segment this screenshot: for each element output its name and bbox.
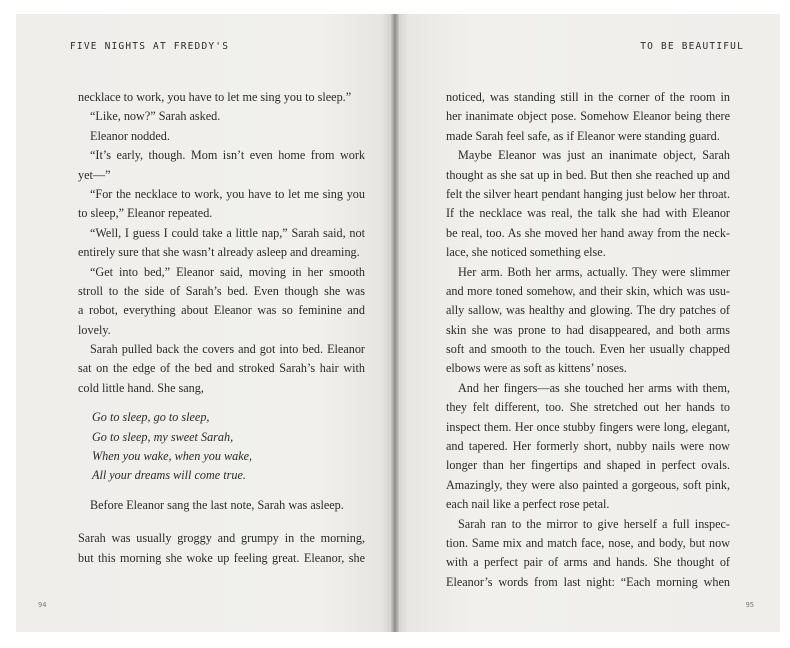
poem-line: Go to sleep, my sweet Sarah, <box>92 429 234 444</box>
text-line: Maybe Eleanor was just an inanimate object, Sarah <box>458 148 730 163</box>
text-line: be real, too. As she moved her hand away from the neck- <box>446 225 730 240</box>
text-line: lace, she noticed something else. <box>446 245 606 260</box>
text-line: inspect them. Her once stubby fingers were long, elegant, <box>446 419 730 434</box>
text-line: soft and smooth to the touch. Even her usually chapped <box>446 342 730 357</box>
text-line: stroll to the side of Sarah’s bed. Even though she was <box>78 283 365 298</box>
text-line: Amazingly, they were also painted a gorgeous, soft pink, <box>446 477 730 492</box>
stanza-gap <box>78 398 365 408</box>
text-line: but this morning she woke up feeling great. Eleanor, she <box>78 550 365 565</box>
text-line: necklace to work, you have to let me sing you to sleep.” <box>78 90 352 104</box>
poem-line: When you wake, when you wake, <box>92 449 253 464</box>
text-line: elbows were as soft as kittens’ noses. <box>446 361 627 376</box>
text-line: noticed, was standing still in the corner of the room in <box>446 90 730 104</box>
text-line: ally sallow, was healthy and glowing. The dry patches of <box>446 303 730 318</box>
stanza-gap <box>78 486 365 496</box>
text-line: felt the silver heart pendant hanging just below her throat. <box>446 186 730 201</box>
book-spread <box>16 14 780 632</box>
text-line: her inanimate object pose. Somehow Eleanor being there <box>446 109 730 124</box>
running-head-right: TO BE BEAUTIFUL <box>640 41 744 52</box>
page-number-left: 94 <box>38 601 47 609</box>
text-line: skin she was prone to had disappeared, and both arms <box>446 322 730 337</box>
right-page <box>397 14 780 632</box>
text-line: thought as she sat up in bed. But then she reached up and <box>446 167 730 182</box>
text-line: with a perfect pair of arms and hands. She thought of <box>446 555 730 570</box>
text-line: yet—” <box>78 167 111 182</box>
text-line: Eleanor’s words from last night: “Each morning when <box>446 574 730 589</box>
text-line: and tapered. Her formerly short, nubby nails were now <box>446 439 730 454</box>
text-line: made Sarah feel safe, as if Eleanor were standing guard. <box>446 128 720 143</box>
text-line: And her fingers—as she touched her arms with them, <box>458 380 730 395</box>
text-line: sat on the edge of the bed and stroked Sarah’s hair with <box>78 361 365 376</box>
text-line: Her arm. Both her arms, actually. They were slimmer <box>458 264 730 279</box>
section-break <box>78 515 365 529</box>
text-line: “For the necklace to work, you have to let me sing you <box>90 186 365 201</box>
text-line: lovely. <box>78 322 111 337</box>
text-line: tion. Same mix and match face, nose, and body, but now <box>446 535 730 550</box>
text-line: Sarah was usually groggy and grumpy in the morning, <box>78 531 365 546</box>
text-line: Sarah ran to the mirror to give herself a full inspec- <box>458 516 730 531</box>
text-line: Before Eleanor sang the last note, Sarah was asleep. <box>90 497 344 512</box>
text-line: “Like, now?” Sarah asked. <box>90 109 221 124</box>
running-head-left: FIVE NIGHTS AT FREDDY'S <box>70 41 230 52</box>
poem-line: Go to sleep, go to sleep, <box>92 410 210 425</box>
text-line: Eleanor nodded. <box>90 128 170 143</box>
text-line: they felt different, too. She stretched out her hands to <box>446 400 730 415</box>
left-page-text <box>78 88 365 568</box>
left-page <box>16 14 393 632</box>
text-line: to sleep,” Eleanor repeated. <box>78 206 213 221</box>
text-line: “Get into bed,” Eleanor said, moving in her smooth <box>90 264 365 279</box>
text-line: “Well, I guess I could take a little nap,” Sarah said, not <box>90 225 365 240</box>
text-line: longer than her fingertips and shaped in perfect ovals. <box>446 458 730 473</box>
text-line: a robot, everything about Eleanor was so feminine and <box>78 303 365 318</box>
text-line: entirely sure that she wasn’t already asleep and dreaming. <box>78 245 360 260</box>
text-line: each nail like a perfect rose petal. <box>446 497 610 512</box>
text-line: cold little hand. She sang, <box>78 380 204 395</box>
page-number-right: 95 <box>745 601 754 609</box>
text-line: “It’s early, though. Mom isn’t even home from work <box>90 148 365 163</box>
right-page-text <box>446 88 730 592</box>
text-line: and more toned somehow, and their skin, which was usu- <box>446 283 730 298</box>
text-line: Sarah pulled back the covers and got into bed. Eleanor <box>90 342 365 357</box>
poem-line: All your dreams will come true. <box>92 468 246 483</box>
text-line: If the necklace was real, the talk she had with Eleanor <box>446 206 730 221</box>
book-gutter <box>391 14 399 632</box>
